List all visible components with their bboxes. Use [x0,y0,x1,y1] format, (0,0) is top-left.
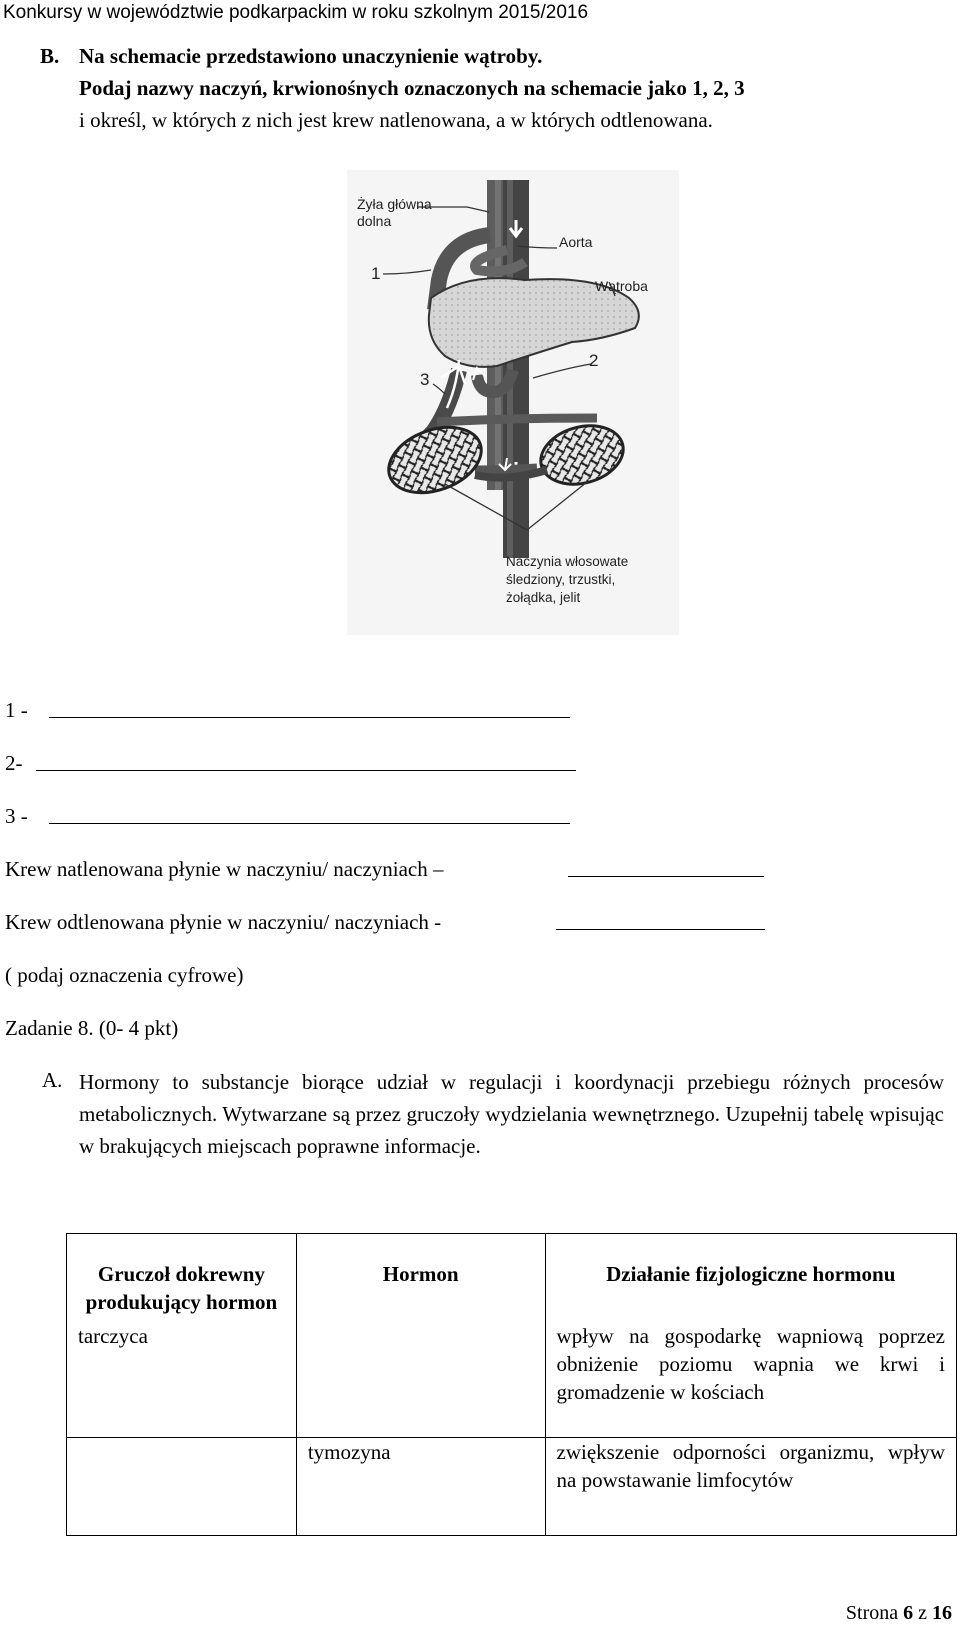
footer-total: 16 [932,1602,952,1624]
label-number-1: 1 [371,264,381,283]
table-header-row [67,1234,957,1322]
answer-3-field[interactable] [49,823,570,824]
answer-hint: ( podaj oznaczenia cyfrowe) [5,963,244,987]
label-number-2: 2 [589,351,599,370]
label-vena-cava: Żyła główna [357,196,432,212]
answer-2-label: 2- [5,751,23,775]
header-action: Działanie fizjologiczne hormonu [545,1234,956,1322]
question-line-2: Podaj nazwy naczyń, krwionośnych oznaczonych na schemacie jako 1, 2, 3 [79,76,745,100]
question-marker: B. [40,44,60,68]
liver-diagram [347,170,679,635]
aorta-vessel [503,180,529,558]
table-row [67,1438,957,1536]
answer-1-label: 1 - [5,698,28,722]
table-row [67,1322,957,1438]
oxygenated-label: Krew natlenowana płynie w naczyniu/ naczyniach – [5,857,444,881]
cell-gland-2[interactable] [67,1438,297,1536]
capillary-bed-left [380,415,491,504]
label-aorta: Aorta [559,234,593,250]
task-8-text: Hormony to substancje biorące udział w regulacji i koordynacji przebiegu różnych procesów metabolicznych. Wytwarzane są przez gruczoły wydzielania wewnętrznego. Uzupełnij tabelę wpisując w brakujących miejscach poprawne informacje. [79,1070,944,1158]
page-footer [846,1602,952,1625]
caption-line-3: żołądka, jelit [506,590,581,605]
footer-page: 6 [903,1602,914,1624]
label-liver: Wątroba [595,278,648,294]
answer-3-label: 3 - [5,804,28,828]
label-vena-cava-2: dolna [357,213,392,229]
running-header: Konkursy w województwie podkarpackim w roku szkolnym 2015/2016 [3,2,589,23]
deoxygenated-label: Krew odtlenowana płynie w naczyniu/ naczyniach - [5,910,442,934]
cell-gland-1: tarczyca [67,1322,297,1438]
caption-line-1: Naczynia włosowate [506,554,629,569]
cell-action-2: zwiększenie odporności organizmu, wpływ na powstawanie limfocytów [545,1438,956,1536]
deoxygenated-field[interactable] [556,929,765,930]
question-line-1: Na schemacie przedstawiono unaczynienie wątroby. [79,44,543,68]
footer-prefix: Strona [845,1602,899,1624]
cell-hormone-1[interactable] [296,1322,545,1438]
task-8-title: Zadanie 8. (0- 4 pkt) [5,1016,179,1040]
cell-action-1: wpływ na gospodarkę wapniową poprzez obniżenie poziomu wapnia we krwi i gromadzenie w kościach [545,1322,956,1438]
task-8-marker: A. [42,1068,63,1092]
header-gland: Gruczoł dokrewny produkujący hormon [67,1234,297,1322]
capillary-bed-right [534,417,630,493]
cell-hormone-2: tymozyna [296,1438,545,1536]
label-number-3: 3 [420,370,430,389]
hormone-table [66,1233,957,1536]
header-hormone: Hormon [296,1234,545,1322]
footer-sep: z [918,1602,927,1624]
question-line-3: i określ, w których z nich jest krew natlenowana, a w których odtlenowana. [79,108,713,132]
caption-line-2: śledziony, trzustki, [506,572,616,587]
answer-1-field[interactable] [49,717,570,718]
answer-2-field[interactable] [36,770,576,771]
oxygenated-field[interactable] [568,876,764,877]
